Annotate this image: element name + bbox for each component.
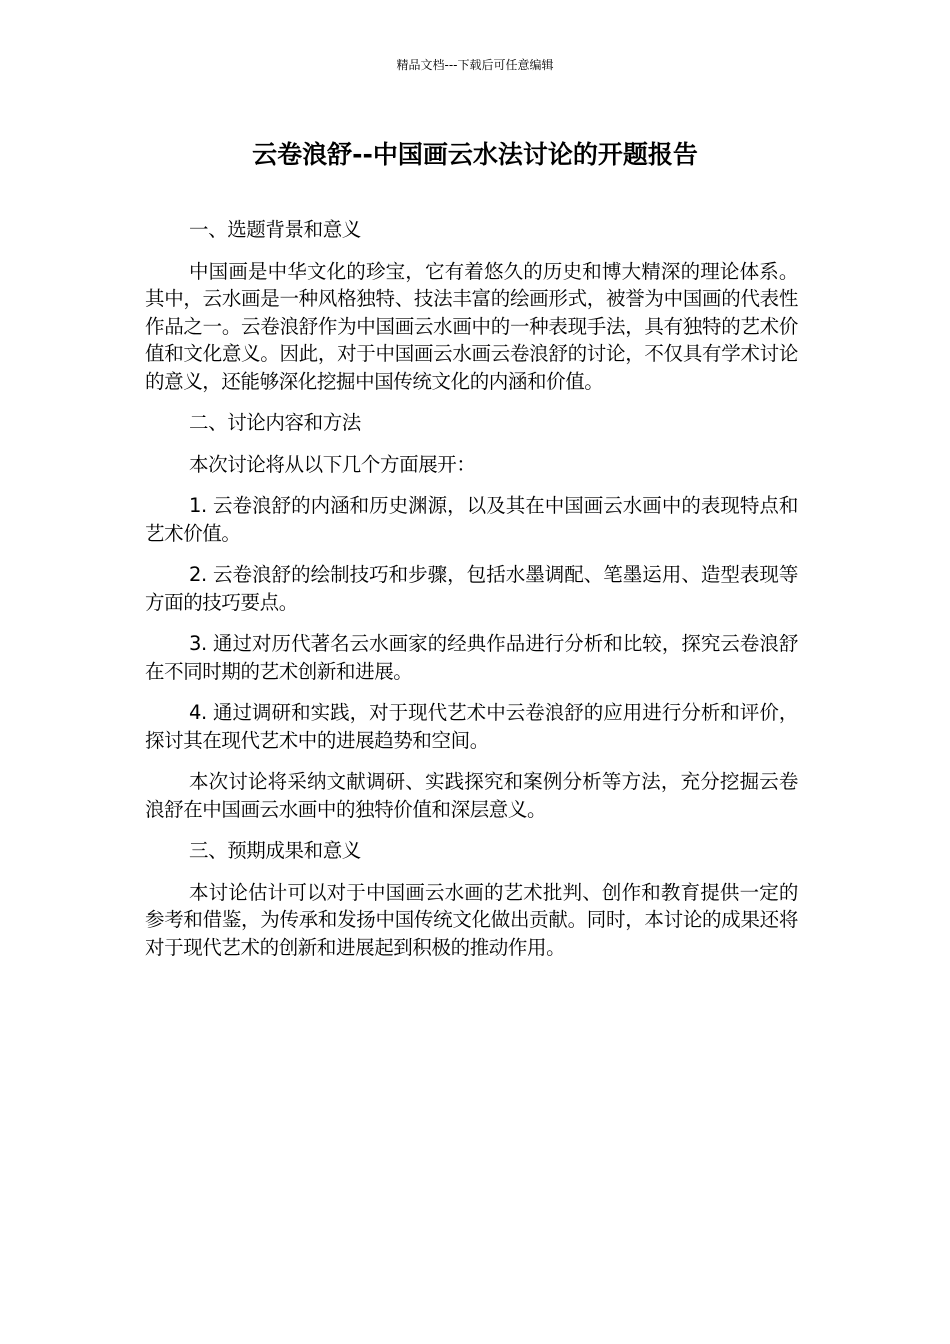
document-title: 云卷浪舒--中国画云水法讨论的开题报告	[252, 140, 698, 169]
paragraph-method: 本次讨论将采纳文献调研、实践探究和案例分析等方法，充分挖掘云卷浪舒在中国画云水画中的独特价值和深层意义。	[145, 770, 798, 821]
list-item-4: 4. 通过调研和实践，对于现代艺术中云卷浪舒的应用进行分析和评价，探讨其在现代艺术中的进展趋势和空间。	[145, 701, 798, 752]
section-heading-expected-results: 三、预期成果和意义	[189, 839, 361, 862]
list-item-2: 2. 云卷浪舒的绘制技巧和步骤，包括水墨调配、笔墨运用、造型表现等方面的技巧要点。	[145, 563, 798, 614]
list-item-3: 3. 通过对历代著名云水画家的经典作品进行分析和比较，探究云卷浪舒在不同时期的艺术创新和进展。	[145, 632, 798, 683]
paragraph-expected-results: 本讨论估计可以对于中国画云水画的艺术批判、创作和教育提供一定的参考和借鉴，为传承和发扬中国传统文化做出贡献。同时，本讨论的成果还将对于现代艺术的创新和进展起到积极的推动作用。	[145, 880, 798, 959]
paragraph-intro: 本次讨论将从以下几个方面展开：	[189, 452, 476, 476]
section-heading-background: 一、选题背景和意义	[189, 218, 361, 241]
header-note: 精品文档---下载后可任意编辑	[396, 58, 554, 72]
section-heading-content-method: 二、讨论内容和方法	[189, 411, 361, 434]
paragraph-background: 中国画是中华文化的珍宝，它有着悠久的历史和博大精深的理论体系。其中，云水画是一种风格独特、技法丰富的绘画形式，被誉为中国画的代表性作品之一。云卷浪舒作为中国画云水画中的一种表现手法，具有独特的艺术价值和文化意义。因此，对于中国画云水画云卷浪舒的讨论，不仅具有学术讨论的意义，还能够深化挖掘中国传统文化的内涵和价值。	[145, 259, 798, 393]
list-item-1: 1. 云卷浪舒的内涵和历史渊源，以及其在中国画云水画中的表现特点和艺术价值。	[145, 494, 798, 545]
document-body	[145, 216, 798, 975]
